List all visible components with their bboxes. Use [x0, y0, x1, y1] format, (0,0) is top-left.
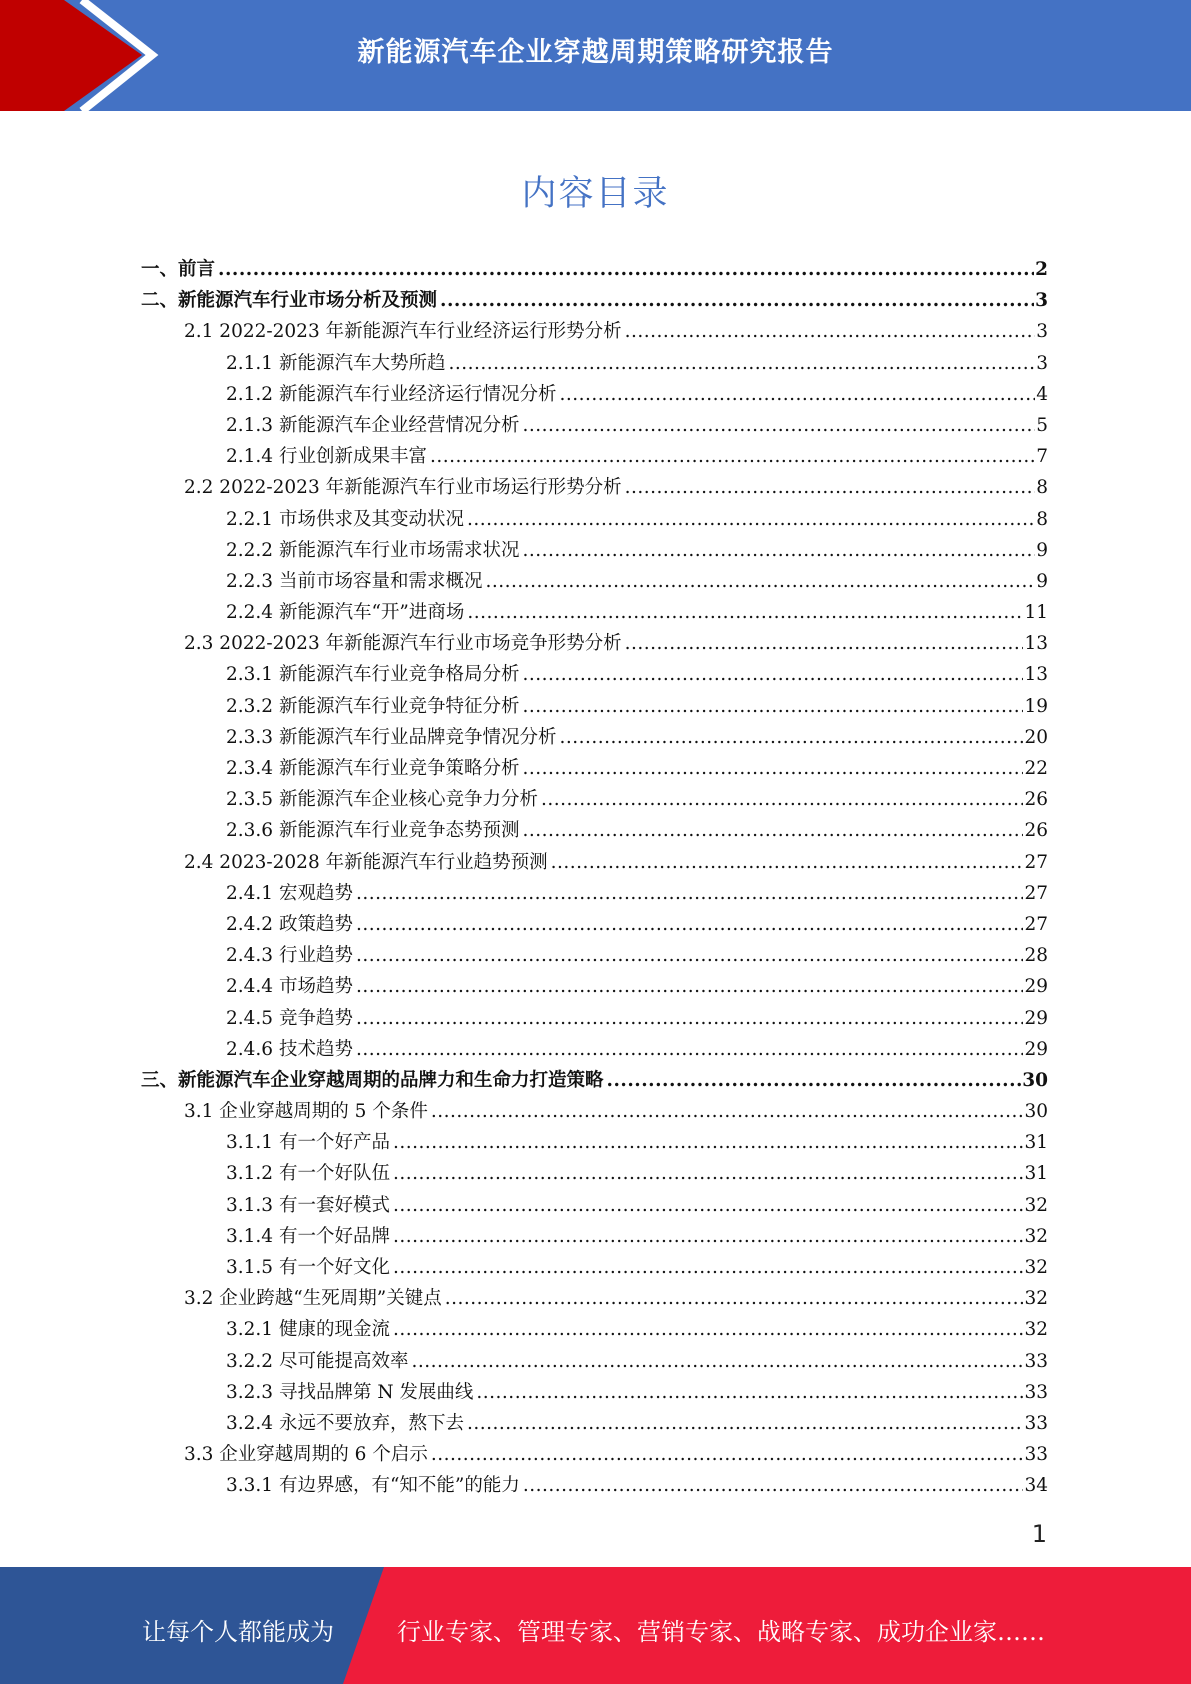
toc-entry-page: 22 [1024, 758, 1048, 779]
toc-entry-label: 3.2 企业跨越“生死周期”关键点 [184, 1288, 442, 1310]
toc-entry-label: 2.4.4 市场趋势 [226, 976, 353, 998]
toc-entry[interactable] [141, 1439, 1048, 1470]
toc-dot-leader [356, 909, 1024, 940]
toc-entry-page: 11 [1024, 602, 1048, 624]
toc-entry-page: 33 [1024, 1412, 1048, 1434]
toc-entry[interactable] [141, 940, 1048, 971]
toc-dot-leader [607, 1065, 1022, 1096]
toc-entry-label: 三、新能源汽车企业穿越周期的品牌力和生命力打造策略 [141, 1069, 604, 1091]
page-footer [0, 1567, 1191, 1684]
toc-entry[interactable] [141, 1158, 1048, 1189]
toc-entry-label: 2.3.2 新能源汽车行业竞争特征分析 [226, 695, 520, 717]
toc-entry-label: 2.4.5 竞争趋势 [226, 1007, 353, 1029]
toc-entry-label: 2.1 2022-2023 年新能源汽车行业经济运行形势分析 [184, 321, 622, 343]
toc-entry-page: 26 [1024, 820, 1048, 842]
toc-dot-leader [430, 441, 1035, 472]
toc-entry-page: 5 [1036, 414, 1048, 436]
toc-entry-label: 2.2.3 当前市场容量和需求概况 [226, 570, 483, 592]
toc-entry-page: 27 [1024, 851, 1048, 873]
toc-entry-page: 27 [1024, 913, 1048, 935]
toc-entry[interactable] [141, 691, 1048, 722]
toc-entry[interactable] [141, 566, 1048, 597]
toc-entry-label: 2.3.6 新能源汽车行业竞争态势预测 [226, 820, 520, 842]
toc-entry-label: 2.2.1 市场供求及其变动状况 [226, 508, 464, 530]
toc-entry[interactable] [141, 878, 1048, 909]
toc-dot-leader [467, 597, 1023, 628]
toc-entry[interactable] [141, 410, 1048, 441]
toc-entry-page: 33 [1024, 1381, 1048, 1403]
toc-entry-page: 19 [1024, 695, 1048, 717]
page-title: 内容目录 [521, 174, 670, 214]
toc-entry[interactable] [141, 815, 1048, 846]
toc-entry-page: 2 [1035, 259, 1048, 280]
toc-dot-leader [625, 316, 1036, 347]
toc-entry[interactable] [141, 1127, 1048, 1158]
toc-entry[interactable] [141, 316, 1048, 347]
toc-entry-page: 30 [1022, 1069, 1048, 1091]
toc-entry[interactable] [141, 1096, 1048, 1127]
toc-entry-label: 2.3.4 新能源汽车行业竞争策略分析 [226, 758, 520, 779]
toc-entry-page: 28 [1024, 945, 1048, 967]
toc-dot-leader [393, 1190, 1023, 1221]
toc-entry-page: 26 [1024, 789, 1048, 811]
toc-entry[interactable] [141, 254, 1048, 285]
toc-dot-leader [393, 1252, 1023, 1283]
table-of-contents [141, 254, 1048, 1502]
toc-entry-page: 34 [1024, 1475, 1048, 1497]
toc-entry-label: 2.1.2 新能源汽车行业经济运行情况分析 [226, 383, 557, 405]
toc-entry-page: 31 [1024, 1163, 1048, 1185]
toc-dot-leader [445, 1283, 1024, 1314]
toc-entry[interactable] [141, 285, 1048, 316]
toc-dot-leader [467, 504, 1035, 535]
toc-entry-page: 20 [1024, 726, 1048, 748]
toc-dot-leader [356, 1034, 1024, 1065]
toc-entry[interactable] [141, 348, 1048, 379]
toc-entry-page: 13 [1024, 664, 1048, 686]
toc-entry[interactable] [141, 753, 1048, 784]
toc-entry-page: 29 [1024, 1007, 1048, 1029]
toc-dot-leader [440, 285, 1034, 316]
toc-entry[interactable] [141, 628, 1048, 659]
toc-entry-page: 4 [1036, 383, 1048, 405]
toc-dot-leader [522, 659, 1023, 690]
toc-entry-page: 32 [1024, 1319, 1048, 1341]
toc-entry-page: 29 [1024, 976, 1048, 998]
toc-dot-leader [551, 847, 1024, 878]
toc-entry[interactable] [141, 1003, 1048, 1034]
toc-dot-leader [356, 1003, 1024, 1034]
toc-entry-page: 32 [1024, 1288, 1048, 1310]
toc-entry[interactable] [141, 1065, 1048, 1096]
toc-entry[interactable] [141, 504, 1048, 535]
toc-entry-page: 32 [1024, 1225, 1048, 1247]
toc-entry-label: 2.2 2022-2023 年新能源汽车行业市场运行形势分析 [184, 477, 622, 499]
toc-entry[interactable] [141, 1377, 1048, 1408]
toc-entry-page: 32 [1024, 1257, 1048, 1278]
toc-dot-leader [523, 1470, 1024, 1501]
toc-entry-label: 3.2.1 健康的现金流 [226, 1319, 390, 1341]
toc-entry-label: 2.1.4 行业创新成果丰富 [226, 446, 427, 468]
report-title: 新能源汽车企业穿越周期策略研究报告 [357, 37, 834, 68]
toc-entry[interactable] [141, 971, 1048, 1002]
toc-dot-leader [522, 535, 1035, 566]
toc-dot-leader [541, 784, 1023, 815]
toc-entry[interactable] [141, 1252, 1048, 1283]
toc-entry[interactable] [141, 1470, 1048, 1501]
toc-entry[interactable] [141, 784, 1048, 815]
toc-entry-page: 30 [1024, 1101, 1048, 1123]
toc-entry-page: 32 [1024, 1194, 1048, 1216]
toc-entry-label: 3.1.3 有一套好模式 [226, 1194, 390, 1216]
toc-dot-leader [522, 410, 1035, 441]
toc-dot-leader [356, 940, 1024, 971]
toc-entry-label: 2.3.5 新能源汽车企业核心竞争力分析 [226, 789, 538, 811]
toc-dot-leader [559, 722, 1023, 753]
toc-entry-page: 29 [1024, 1038, 1048, 1060]
toc-dot-leader [431, 1439, 1024, 1470]
toc-dot-leader [218, 254, 1034, 285]
toc-dot-leader [467, 1408, 1023, 1439]
toc-dot-leader [356, 878, 1024, 909]
toc-dot-leader [393, 1158, 1023, 1189]
toc-entry-label: 2.1.1 新能源汽车大势所趋 [226, 352, 446, 374]
toc-entry-label: 二、新能源汽车行业市场分析及预测 [141, 290, 438, 312]
toc-dot-leader [522, 815, 1023, 846]
toc-dot-leader [625, 472, 1036, 503]
toc-entry-label: 2.1.3 新能源汽车企业经营情况分析 [226, 414, 520, 436]
toc-entry[interactable] [141, 1408, 1048, 1439]
toc-entry-label: 3.1.1 有一个好产品 [226, 1132, 390, 1154]
toc-entry[interactable] [141, 441, 1048, 472]
toc-entry-page: 27 [1024, 882, 1048, 904]
toc-entry-page: 33 [1024, 1350, 1048, 1372]
toc-entry-label: 2.2.4 新能源汽车“开”进商场 [226, 602, 465, 624]
toc-entry-label: 3.1.4 有一个好品牌 [226, 1225, 390, 1247]
toc-dot-leader [393, 1127, 1023, 1158]
toc-entry[interactable] [141, 1034, 1048, 1065]
toc-entry-label: 3.1.2 有一个好队伍 [226, 1163, 390, 1185]
toc-entry[interactable] [141, 1190, 1048, 1221]
toc-dot-leader [522, 691, 1023, 722]
toc-dot-leader [559, 379, 1035, 410]
toc-entry-label: 2.3.3 新能源汽车行业品牌竞争情况分析 [226, 726, 557, 748]
toc-entry-page: 3 [1036, 352, 1048, 374]
toc-entry-label: 3.2.3 寻找品牌第 N 发展曲线 [226, 1381, 474, 1403]
toc-entry-label: 3.3 企业穿越周期的 6 个启示 [184, 1444, 428, 1466]
toc-entry-page: 9 [1036, 539, 1048, 561]
toc-entry-label: 2.4 2023-2028 年新能源汽车行业趋势预测 [184, 851, 548, 873]
toc-entry[interactable] [141, 1283, 1048, 1314]
toc-entry[interactable] [141, 722, 1048, 753]
toc-entry-page: 7 [1036, 446, 1048, 468]
toc-entry-label: 3.1 企业穿越周期的 5 个条件 [184, 1101, 428, 1123]
toc-entry-label: 2.2.2 新能源汽车行业市场需求状况 [226, 539, 520, 561]
toc-dot-leader [625, 628, 1024, 659]
toc-entry-label: 3.2.4 永远不要放弃，熬下去 [226, 1412, 464, 1434]
toc-entry[interactable] [141, 1314, 1048, 1345]
toc-entry[interactable] [141, 847, 1048, 878]
footer-slogan-left: 让每个人都能成为 [142, 1618, 334, 1646]
toc-entry-label: 一、前言 [141, 259, 216, 280]
toc-dot-leader [431, 1096, 1024, 1127]
toc-entry-page: 3 [1036, 321, 1048, 343]
page-number: 1 [1031, 1520, 1047, 1548]
toc-entry[interactable] [141, 659, 1048, 690]
toc-dot-leader [448, 348, 1035, 379]
toc-dot-leader [476, 1377, 1023, 1408]
toc-entry[interactable] [141, 472, 1048, 503]
toc-entry-label: 3.1.5 有一个好文化 [226, 1257, 390, 1278]
toc-entry-page: 33 [1024, 1444, 1048, 1466]
toc-dot-leader [356, 971, 1024, 1002]
toc-dot-leader [522, 753, 1023, 784]
toc-entry-page: 31 [1024, 1132, 1048, 1154]
toc-entry[interactable] [141, 1221, 1048, 1252]
toc-entry[interactable] [141, 909, 1048, 940]
toc-dot-leader [485, 566, 1035, 597]
toc-entry-label: 3.2.2 尽可能提高效率 [226, 1350, 409, 1372]
toc-entry-label: 3.3.1 有边界感，有“知不能”的能力 [226, 1475, 520, 1497]
toc-entry[interactable] [141, 1346, 1048, 1377]
toc-entry-label: 2.4.2 政策趋势 [226, 913, 353, 935]
toc-entry-page: 13 [1024, 633, 1048, 655]
toc-entry[interactable] [141, 379, 1048, 410]
toc-entry[interactable] [141, 597, 1048, 628]
toc-entry-page: 3 [1035, 290, 1048, 312]
toc-entry-label: 2.4.3 行业趋势 [226, 945, 353, 967]
toc-entry-page: 8 [1036, 508, 1048, 530]
toc-entry-label: 2.4.1 宏观趋势 [226, 882, 353, 904]
toc-dot-leader [411, 1346, 1023, 1377]
page-header [0, 0, 1191, 111]
toc-entry-label: 2.3 2022-2023 年新能源汽车行业市场竞争形势分析 [184, 633, 622, 655]
toc-dot-leader [393, 1314, 1023, 1345]
toc-entry[interactable] [141, 535, 1048, 566]
toc-entry-page: 8 [1036, 477, 1048, 499]
toc-dot-leader [393, 1221, 1023, 1252]
toc-entry-label: 2.3.1 新能源汽车行业竞争格局分析 [226, 664, 520, 686]
toc-entry-page: 9 [1036, 570, 1048, 592]
toc-entry-label: 2.4.6 技术趋势 [226, 1038, 353, 1060]
footer-slogan-right: 行业专家、管理专家、营销专家、战略专家、成功企业家…… [397, 1618, 1045, 1646]
